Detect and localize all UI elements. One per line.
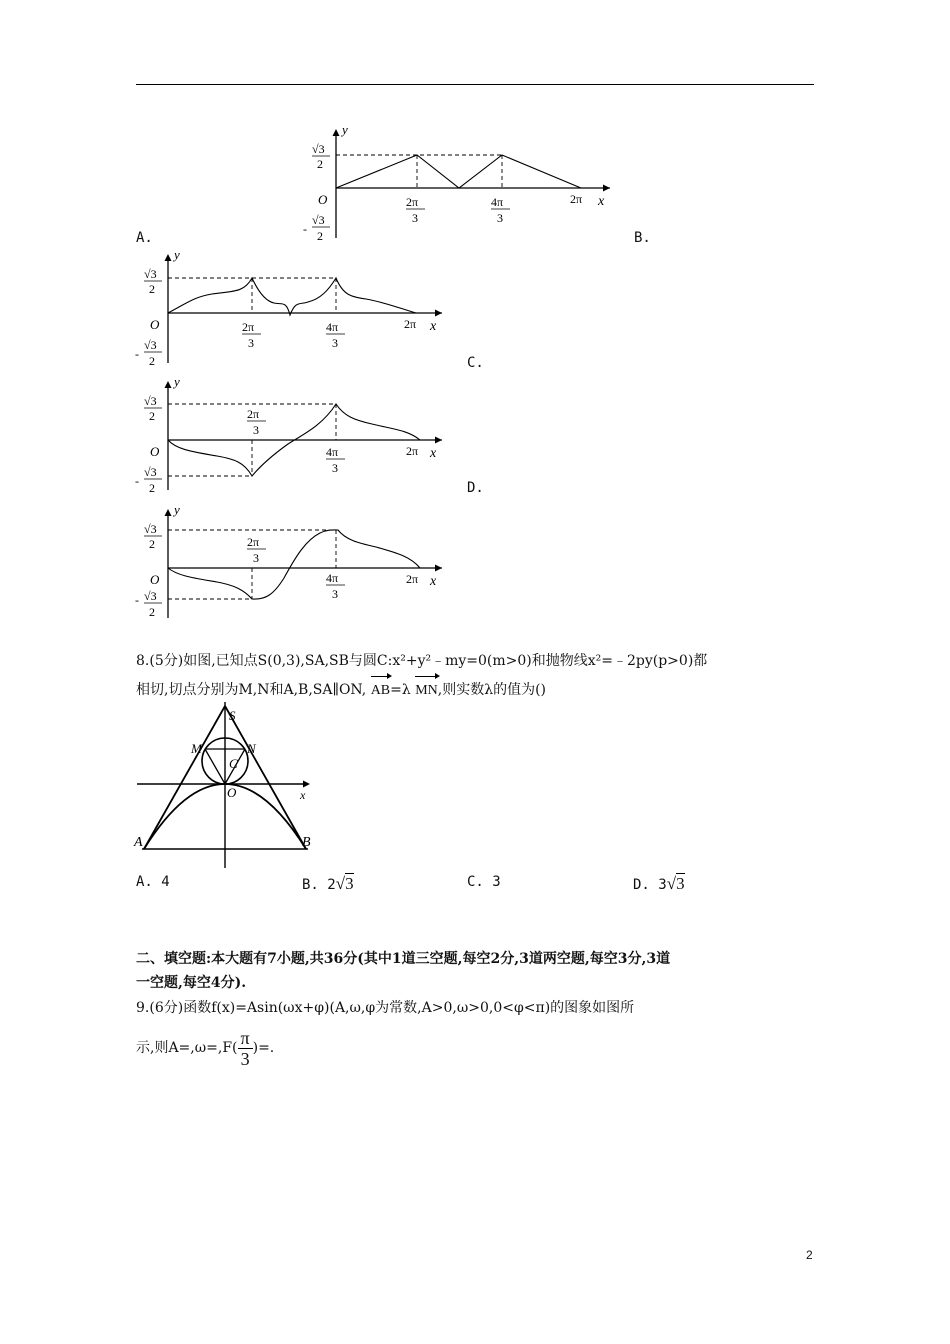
vector-ab: AB	[371, 674, 390, 704]
question-8-text-a: 相切,切点分别为M,N和A,B,SA∥ON,	[136, 682, 367, 698]
tick-2: 2	[149, 605, 155, 619]
tick-3: 3	[253, 551, 259, 565]
origin-label: O	[150, 444, 160, 459]
question-9-line2	[136, 1026, 816, 1070]
question-8-text-b: ,则实数λ的值为()	[437, 682, 547, 698]
tick-sqrt3: √3	[144, 267, 157, 281]
function-curve	[168, 530, 420, 599]
tick-4pi: 4π	[326, 445, 339, 459]
x-axis-arrow	[435, 437, 442, 444]
option-b-label: B.	[634, 230, 651, 246]
q8-option-a: A. 4	[136, 874, 170, 890]
function-curve	[336, 155, 581, 188]
tick-2pi: 2π	[247, 535, 260, 549]
tangent-figure	[132, 698, 317, 870]
tick-3: 3	[412, 211, 418, 225]
y-label: y	[342, 122, 348, 137]
q8-option-b	[302, 874, 354, 894]
tick-4pi: 4π	[326, 571, 339, 585]
sqrt-sign: √	[666, 874, 677, 893]
tick-2: 2	[149, 537, 155, 551]
label-c: C	[229, 756, 238, 771]
x-label: x	[430, 446, 437, 461]
tick-2pi: 2π	[242, 320, 255, 334]
y-axis-arrow	[333, 129, 340, 136]
x-label: x	[598, 194, 605, 209]
sqrt-sign: √	[335, 874, 346, 893]
origin-label: O	[150, 317, 160, 332]
tick-2pi-axis: 2π	[404, 317, 417, 331]
tick-sqrt3: √3	[144, 465, 157, 479]
graph-option-a	[300, 120, 620, 245]
question-9-text-a: 示,则A=,ω=,F(	[136, 1040, 238, 1056]
y-label: y	[174, 374, 180, 389]
tick-2: 2	[149, 481, 155, 495]
fraction-denominator: 3	[240, 1048, 250, 1069]
tick-3: 3	[253, 423, 259, 437]
equals-lambda: =λ	[390, 682, 411, 698]
tick-2pi-axis: 2π	[406, 572, 419, 586]
graph-option-c	[132, 372, 452, 497]
label-o: O	[227, 785, 237, 800]
tick-sqrt3: √3	[144, 589, 157, 603]
label-s: S	[229, 708, 236, 723]
y-label: y	[174, 247, 180, 262]
section-2-heading-line1: 二、填空题:本大题有7小题,共36分(其中1道三空题,每空2分,3道两空题,每空3分,3道	[136, 951, 671, 967]
origin-label: O	[150, 572, 160, 587]
tangent-sb	[225, 706, 306, 849]
tick-sqrt3: √3	[144, 338, 157, 352]
tick-neg: -	[303, 222, 307, 236]
x-label: x	[430, 319, 437, 334]
tick-2pi-axis: 2π	[406, 444, 419, 458]
label-n: N	[247, 741, 256, 756]
tick-3: 3	[332, 336, 338, 350]
q8-option-d-prefix: D. 3	[633, 877, 667, 893]
tick-2: 2	[149, 282, 155, 296]
function-curve	[168, 278, 416, 315]
graph-option-b	[132, 245, 452, 370]
x-axis-arrow	[303, 781, 310, 788]
y-axis-arrow	[165, 254, 172, 261]
tick-2: 2	[317, 229, 323, 243]
section-2-heading-line2: 一空题,每空4分).	[136, 975, 247, 991]
graph-option-d	[132, 500, 452, 625]
page-number: 2	[806, 1248, 813, 1262]
tick-neg: -	[135, 474, 139, 488]
tick-3: 3	[248, 336, 254, 350]
x-axis-arrow	[603, 185, 610, 192]
tick-2pi-axis: 2π	[570, 192, 583, 206]
question-8-line1: 8.(5分)如图,已知点S(0,3),SA,SB与圆C:x²+y²﹣my=0(m>0)和抛物线x²=﹣2py(p>0)都	[136, 653, 708, 669]
question-9-text-b: )=.	[252, 1040, 275, 1056]
q8-option-c: C. 3	[467, 874, 501, 890]
label-m: M	[191, 741, 202, 756]
tick-3: 3	[332, 587, 338, 601]
tick-4pi: 4π	[326, 320, 339, 334]
segment-om	[205, 749, 225, 784]
tick-3: 3	[332, 461, 338, 475]
tick-2: 2	[149, 409, 155, 423]
fraction-numerator: π	[238, 1028, 253, 1049]
y-axis-arrow	[165, 509, 172, 516]
x-axis-arrow	[435, 310, 442, 317]
question-9-line1: 9.(6分)函数f(x)=Asin(ωx+φ)(A,ω,φ为常数,A>0,ω>0,0<φ<π)的图象如图所	[136, 1000, 635, 1016]
tick-4pi: 4π	[491, 195, 504, 209]
label-a: A	[134, 835, 143, 850]
y-label: y	[174, 502, 180, 517]
tick-neg: -	[135, 347, 139, 361]
x-label: x	[430, 574, 437, 589]
tangent-sa	[144, 706, 225, 849]
origin-label: O	[318, 192, 328, 207]
option-c-label: C.	[467, 355, 484, 371]
tick-sqrt3: √3	[144, 522, 157, 536]
tick-neg: -	[135, 593, 139, 607]
tick-3: 3	[497, 211, 503, 225]
q8-option-b-radicand: 3	[345, 874, 354, 893]
q8-option-b-prefix: B. 2	[302, 877, 336, 893]
vector-mn: MN	[415, 674, 438, 704]
option-d-label: D.	[467, 480, 484, 496]
tick-2pi: 2π	[247, 407, 260, 421]
label-b: B	[302, 835, 311, 850]
y-axis-arrow	[165, 381, 172, 388]
x-axis-arrow	[435, 565, 442, 572]
tick-2pi: 2π	[406, 195, 419, 209]
label-x: x	[300, 788, 306, 802]
q8-option-d	[633, 874, 685, 894]
fraction-pi-over-3	[238, 1028, 253, 1069]
tick-2: 2	[149, 354, 155, 368]
tick-sqrt3: √3	[312, 142, 325, 156]
tick-2: 2	[317, 157, 323, 171]
header-rule	[136, 84, 814, 85]
q8-option-d-radicand: 3	[676, 874, 685, 893]
tick-sqrt3: √3	[312, 213, 325, 227]
tick-sqrt3: √3	[144, 394, 157, 408]
option-a-label: A.	[136, 230, 153, 246]
